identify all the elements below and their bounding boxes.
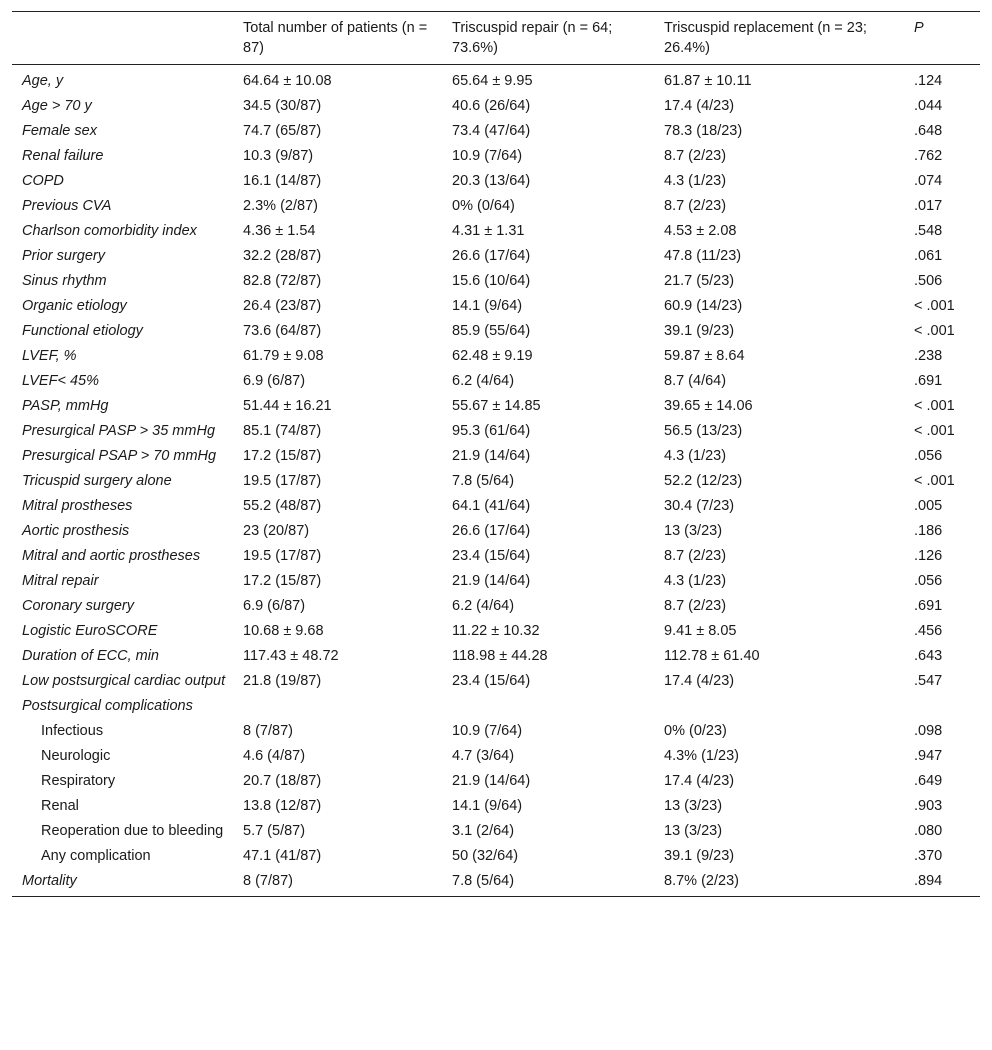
cell-p-value: .691: [914, 373, 943, 389]
cell-total: 16.1 (14/87): [243, 173, 322, 189]
row-label: Previous CVA: [22, 198, 112, 214]
cell-replacement: 52.2 (12/23): [664, 473, 743, 489]
cell-p-value: .124: [914, 73, 943, 89]
table-row: [12, 794, 980, 819]
header-label-column: [12, 12, 233, 65]
cell-p-value: .547: [914, 673, 943, 689]
table-row: [12, 369, 980, 394]
cell-p-value: .903: [914, 798, 943, 814]
cell-total: 6.9 (6/87): [243, 598, 306, 614]
row-label: Reoperation due to bleeding: [41, 823, 224, 839]
cell-replacement: 4.3% (1/23): [664, 748, 739, 764]
cell-total: 6.9 (6/87): [243, 373, 306, 389]
row-label: Prior surgery: [22, 248, 105, 264]
header-repair-column: Triscuspid repair (n = 64; 73.6%): [452, 20, 613, 56]
table-row: [12, 494, 980, 519]
cell-repair: 7.8 (5/64): [452, 873, 515, 889]
cell-p-value: .061: [914, 248, 943, 264]
table-row: [12, 819, 980, 844]
cell-total: 26.4 (23/87): [243, 298, 322, 314]
row-label: Low postsurgical cardiac output: [22, 673, 226, 689]
cell-repair: 14.1 (9/64): [452, 298, 523, 314]
cell-replacement: 17.4 (4/23): [664, 673, 735, 689]
cell-repair: 21.9 (14/64): [452, 448, 531, 464]
cell-p-value: .548: [914, 223, 943, 239]
cell-replacement: 8.7 (2/23): [664, 198, 727, 214]
table-row: [12, 194, 980, 219]
table-row: [12, 469, 980, 494]
cell-replacement: 8.7 (2/23): [664, 598, 727, 614]
row-label: Mortality: [22, 873, 77, 889]
cell-total: 23 (20/87): [243, 523, 310, 539]
cell-replacement: 9.41 ± 8.05: [664, 623, 737, 639]
cell-repair: 23.4 (15/64): [452, 673, 531, 689]
cell-replacement: 4.3 (1/23): [664, 573, 727, 589]
cell-replacement: 17.4 (4/23): [664, 773, 735, 789]
cell-total: 85.1 (74/87): [243, 423, 322, 439]
table-row: [12, 219, 980, 244]
cell-repair: 11.22 ± 10.32: [452, 623, 540, 639]
cell-total: 82.8 (72/87): [243, 273, 322, 289]
cell-repair: 118.98 ± 44.28: [452, 648, 548, 664]
cell-p-value: < .001: [914, 323, 955, 339]
patient-characteristics-table: [12, 11, 980, 897]
cell-total: 19.5 (17/87): [243, 548, 322, 564]
cell-p-value: .643: [914, 648, 943, 664]
cell-p-value: .098: [914, 723, 943, 739]
cell-replacement: 0% (0/23): [664, 723, 727, 739]
cell-replacement: 4.53 ± 2.08: [664, 223, 737, 239]
cell-total: 21.8 (19/87): [243, 673, 322, 689]
cell-total: 5.7 (5/87): [243, 823, 306, 839]
cell-replacement: 39.1 (9/23): [664, 848, 735, 864]
row-label: Duration of ECC, min: [22, 648, 159, 664]
table-row: [12, 344, 980, 369]
row-label: LVEF, %: [22, 348, 77, 364]
cell-repair: 40.6 (26/64): [452, 98, 531, 114]
cell-total: 17.2 (15/87): [243, 448, 322, 464]
cell-p-value: .005: [914, 498, 943, 514]
row-label: Logistic EuroSCORE: [22, 623, 158, 639]
cell-p-value: [904, 694, 980, 719]
cell-replacement: 4.3 (1/23): [664, 173, 727, 189]
cell-total: 32.2 (28/87): [243, 248, 322, 264]
row-label: Coronary surgery: [22, 598, 135, 614]
cell-p-value: .056: [914, 573, 943, 589]
cell-total: 19.5 (17/87): [243, 473, 322, 489]
cell-total: 8 (7/87): [243, 723, 293, 739]
cell-total: 10.68 ± 9.68: [243, 623, 324, 639]
cell-repair: 10.9 (7/64): [452, 723, 523, 739]
cell-replacement: 8.7% (2/23): [664, 873, 739, 889]
cell-replacement: 8.7 (4/64): [664, 373, 727, 389]
cell-repair: 65.64 ± 9.95: [452, 73, 533, 89]
cell-total: 17.2 (15/87): [243, 573, 322, 589]
header-row: [12, 12, 980, 65]
cell-repair: 95.3 (61/64): [452, 423, 531, 439]
cell-repair: 6.2 (4/64): [452, 373, 515, 389]
table-row: [12, 544, 980, 569]
cell-total: 20.7 (18/87): [243, 773, 322, 789]
cell-total: 64.64 ± 10.08: [243, 73, 332, 89]
table-row: [12, 594, 980, 619]
row-label: Age, y: [22, 73, 64, 89]
cell-replacement: 21.7 (5/23): [664, 273, 735, 289]
cell-p-value: .456: [914, 623, 943, 639]
cell-p-value: .074: [914, 173, 943, 189]
cell-replacement: 47.8 (11/23): [664, 248, 742, 264]
row-label: Mitral prostheses: [22, 498, 133, 514]
cell-replacement: 61.87 ± 10.11: [664, 73, 752, 89]
table-row: [12, 169, 980, 194]
cell-p-value: .947: [914, 748, 943, 764]
cell-repair: 14.1 (9/64): [452, 798, 523, 814]
cell-total: 4.36 ± 1.54: [243, 223, 316, 239]
cell-replacement: 60.9 (14/23): [664, 298, 743, 314]
row-label: LVEF< 45%: [22, 373, 99, 389]
cell-total: 47.1 (41/87): [243, 848, 322, 864]
cell-repair: 10.9 (7/64): [452, 148, 523, 164]
row-label: Neurologic: [41, 748, 111, 764]
row-label: Functional etiology: [22, 323, 143, 339]
cell-replacement: 8.7 (2/23): [664, 148, 727, 164]
row-label: Mitral and aortic prostheses: [22, 548, 201, 564]
row-label: Age > 70 y: [22, 98, 92, 114]
cell-total: 55.2 (48/87): [243, 498, 322, 514]
row-label: Aortic prosthesis: [22, 523, 130, 539]
cell-p-value: .186: [914, 523, 943, 539]
cell-replacement: 13 (3/23): [664, 798, 723, 814]
cell-replacement: 39.65 ± 14.06: [664, 398, 753, 414]
cell-repair: 15.6 (10/64): [452, 273, 531, 289]
table-row: [12, 669, 980, 694]
cell-total: 61.79 ± 9.08: [243, 348, 324, 364]
row-label: Postsurgical complications: [22, 698, 193, 714]
cell-total: 4.6 (4/87): [243, 748, 306, 764]
cell-p-value: .056: [914, 448, 943, 464]
cell-repair: 26.6 (17/64): [452, 248, 531, 264]
row-label: Charlson comorbidity index: [22, 223, 197, 239]
cell-repair: 21.9 (14/64): [452, 773, 531, 789]
cell-p-value: .080: [914, 823, 943, 839]
cell-repair: 23.4 (15/64): [452, 548, 531, 564]
table-row: [12, 119, 980, 144]
cell-repair: 50 (32/64): [452, 848, 519, 864]
table-header: [12, 12, 980, 65]
cell-repair: 4.7 (3/64): [452, 748, 515, 764]
cell-p-value: .238: [914, 348, 943, 364]
row-label: Mitral repair: [22, 573, 99, 589]
table-row: [12, 319, 980, 344]
row-label: Tricuspid surgery alone: [22, 473, 172, 489]
cell-replacement: 13 (3/23): [664, 523, 723, 539]
table-row: [12, 444, 980, 469]
header-p-column: P: [914, 20, 924, 36]
table-row: [12, 719, 980, 744]
cell-p-value: < .001: [914, 473, 955, 489]
table-body: [12, 65, 980, 897]
cell-replacement: 4.3 (1/23): [664, 448, 727, 464]
row-label: Sinus rhythm: [22, 273, 107, 289]
table-row: [12, 844, 980, 869]
cell-p-value: .017: [914, 198, 943, 214]
cell-replacement: 17.4 (4/23): [664, 98, 735, 114]
table-row: [12, 619, 980, 644]
table-row: [12, 394, 980, 419]
cell-p-value: .894: [914, 873, 943, 889]
cell-p-value: .648: [914, 123, 943, 139]
cell-replacement: 8.7 (2/23): [664, 548, 727, 564]
table-row: [12, 869, 980, 897]
cell-replacement: [654, 694, 904, 719]
cell-p-value: .126: [914, 548, 943, 564]
cell-total: 34.5 (30/87): [243, 98, 322, 114]
row-label: Respiratory: [41, 773, 116, 789]
table-row: [12, 694, 980, 719]
cell-p-value: .691: [914, 598, 943, 614]
cell-repair: 21.9 (14/64): [452, 573, 531, 589]
table-row: [12, 269, 980, 294]
cell-repair: 62.48 ± 9.19: [452, 348, 533, 364]
row-label: Female sex: [22, 123, 97, 139]
cell-repair: 64.1 (41/64): [452, 498, 531, 514]
cell-total: 74.7 (65/87): [243, 123, 322, 139]
cell-total: [233, 694, 442, 719]
cell-repair: 26.6 (17/64): [452, 523, 531, 539]
cell-repair: 0% (0/64): [452, 198, 515, 214]
cell-repair: 3.1 (2/64): [452, 823, 515, 839]
row-label: Renal: [41, 798, 79, 814]
row-label: COPD: [22, 173, 64, 189]
table-row: [12, 65, 980, 95]
cell-p-value: < .001: [914, 423, 955, 439]
table-row: [12, 419, 980, 444]
cell-repair: 73.4 (47/64): [452, 123, 531, 139]
cell-repair: 55.67 ± 14.85: [452, 398, 541, 414]
cell-p-value: < .001: [914, 398, 955, 414]
cell-total: 2.3% (2/87): [243, 198, 318, 214]
cell-total: 13.8 (12/87): [243, 798, 322, 814]
cell-replacement: 30.4 (7/23): [664, 498, 735, 514]
cell-repair: 20.3 (13/64): [452, 173, 531, 189]
cell-repair: 6.2 (4/64): [452, 598, 515, 614]
row-label: Organic etiology: [22, 298, 127, 314]
cell-replacement: 78.3 (18/23): [664, 123, 743, 139]
row-label: Infectious: [41, 723, 104, 739]
header-replacement-column: Triscuspid replacement (n = 23; 26.4%): [664, 20, 867, 56]
table-row: [12, 244, 980, 269]
cell-total: 10.3 (9/87): [243, 148, 314, 164]
cell-replacement: 56.5 (13/23): [664, 423, 743, 439]
table-row: [12, 769, 980, 794]
cell-total: 73.6 (64/87): [243, 323, 322, 339]
cell-p-value: .370: [914, 848, 943, 864]
cell-repair: 7.8 (5/64): [452, 473, 515, 489]
cell-p-value: < .001: [914, 298, 955, 314]
row-label: Any complication: [41, 848, 151, 864]
cell-repair: 85.9 (55/64): [452, 323, 531, 339]
table-row: [12, 569, 980, 594]
row-label: Presurgical PSAP > 70 mmHg: [22, 448, 217, 464]
table-row: [12, 744, 980, 769]
cell-p-value: .506: [914, 273, 943, 289]
cell-p-value: .762: [914, 148, 943, 164]
table-row: [12, 144, 980, 169]
cell-total: 8 (7/87): [243, 873, 293, 889]
header-total-column: Total number of patients (n = 87): [243, 20, 428, 56]
cell-repair: 4.31 ± 1.31: [452, 223, 525, 239]
row-label: Renal failure: [22, 148, 104, 164]
cell-replacement: 13 (3/23): [664, 823, 723, 839]
table-row: [12, 94, 980, 119]
cell-replacement: 112.78 ± 61.40: [664, 648, 760, 664]
cell-repair: [442, 694, 654, 719]
cell-replacement: 59.87 ± 8.64: [664, 348, 745, 364]
row-label: Presurgical PASP > 35 mmHg: [22, 423, 216, 439]
cell-replacement: 39.1 (9/23): [664, 323, 735, 339]
table-row: [12, 294, 980, 319]
cell-p-value: .044: [914, 98, 943, 114]
cell-p-value: .649: [914, 773, 943, 789]
cell-total: 51.44 ± 16.21: [243, 398, 332, 414]
table-row: [12, 644, 980, 669]
table-row: [12, 519, 980, 544]
row-label: PASP, mmHg: [22, 398, 109, 414]
cell-total: 117.43 ± 48.72: [243, 648, 339, 664]
